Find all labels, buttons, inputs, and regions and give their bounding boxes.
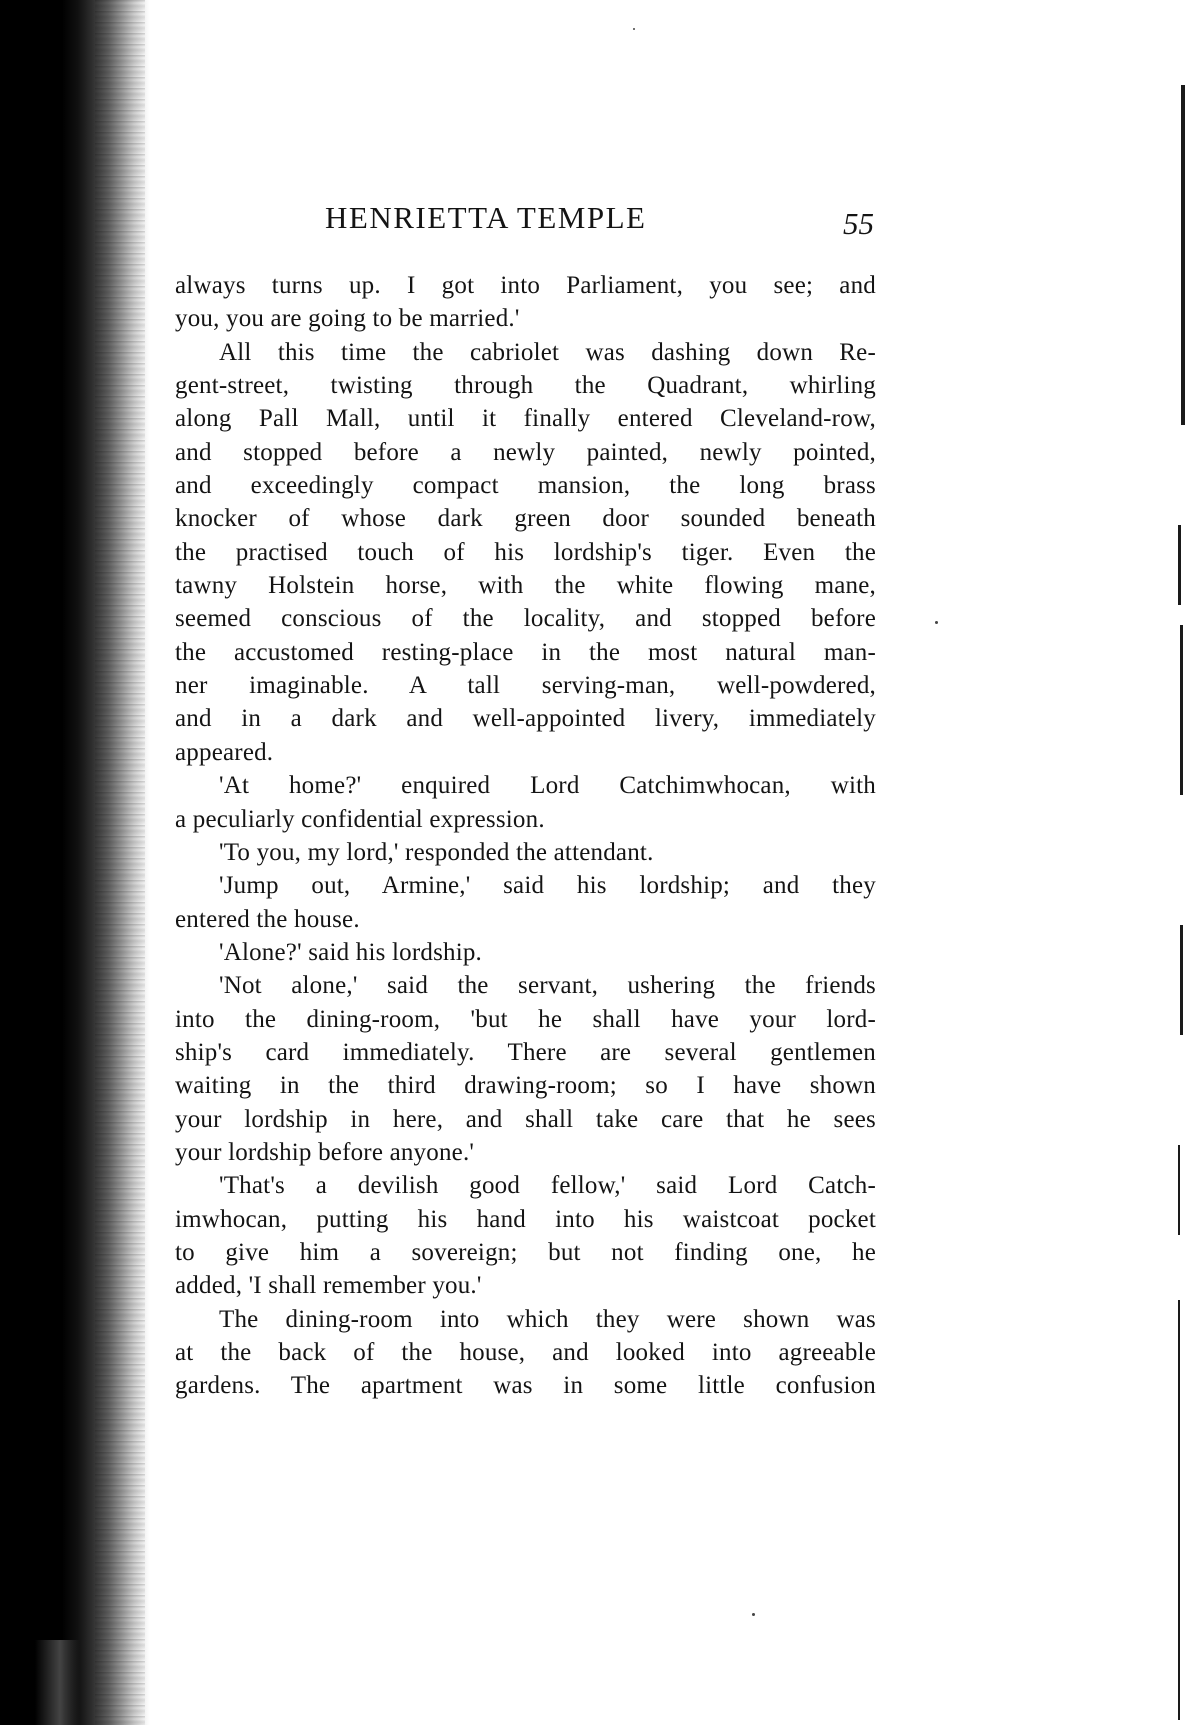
text-line: the practised touch of his lordship's tiger. Even the [175,538,876,566]
text-line: along Pall Mall, until it finally entered Cleveland-row, [175,405,876,433]
text-line: gardens. The apartment was in some little confusion [175,1372,876,1400]
text-line: gent-street, twisting through the Quadrant, whirling [175,372,876,400]
scan-edge-mark [1178,525,1181,605]
text-line: into the dining-room, 'but he shall have your lord- [175,1005,876,1033]
text-line: entered the house. [175,905,360,933]
page-number: 55 [843,206,874,241]
text-line: your lordship in here, and shall take care that he sees [175,1105,876,1133]
text-line: 'To you, my lord,' responded the attendant. [219,838,654,866]
text-line: 'That's a devilish good fellow,' said Lord Catch- [219,1172,876,1200]
text-line: appeared. [175,738,274,766]
text-line: The dining-room into which they were shown was [219,1305,876,1333]
scan-gutter-texture [95,0,145,1725]
scan-speck [633,28,635,30]
text-line: waiting in the third drawing-room; so I have shown [175,1072,876,1100]
text-line: and exceedingly compact mansion, the long brass [175,472,876,500]
text-line: added, 'I shall remember you.' [175,1272,482,1300]
text-line: seemed conscious of the locality, and stopped before [175,605,876,633]
text-line: ship's card immediately. There are several gentlemen [175,1038,876,1066]
text-line: to give him a sovereign; but not finding one, he [175,1238,876,1266]
text-line: at the back of the house, and looked into agreeable [175,1339,876,1366]
text-line: tawny Holstein horse, with the white flowing mane, [175,572,876,600]
text-line: knocker of whose dark green door sounded beneath [175,505,876,533]
text-line: 'Jump out, Armine,' said his lordship; and they [219,872,876,900]
text-line: you, you are going to be married.' [175,305,520,333]
text-line: 'At home?' enquired Lord Catchimwhocan, with [219,772,876,800]
scan-gutter-corner [0,1640,80,1725]
body-text [175,269,876,1403]
text-line: the accustomed resting-place in the most natural man- [175,638,876,666]
scan-edge-mark [1181,85,1185,425]
text-line: always turns up. I got into Parliament, you see; and [175,272,876,299]
scan-speck [752,1613,755,1616]
text-line: All this time the cabriolet was dashing down Re- [219,338,876,366]
scan-edge-mark [1178,1145,1180,1235]
text-line: ner imaginable. A tall serving-man, well-powdered, [175,672,876,700]
page-header [175,200,875,240]
text-line: a peculiarly confidential expression. [175,805,545,833]
text-line: and stopped before a newly painted, newly pointed, [175,438,876,466]
scan-edge-mark [1178,1300,1180,1720]
scan-edge-mark [1180,625,1183,795]
text-line: 'Alone?' said his lordship. [219,938,482,966]
text-line: your lordship before anyone.' [175,1138,475,1166]
running-title: HENRIETTA TEMPLE [325,200,647,235]
scan-speck [935,621,938,624]
scan-edge-mark [1180,925,1183,1035]
text-line: imwhocan, putting his hand into his waistcoat pocket [175,1205,876,1233]
text-line: 'Not alone,' said the servant, ushering the friends [219,972,876,1000]
text-line: and in a dark and well-appointed livery, immediately [175,705,876,733]
